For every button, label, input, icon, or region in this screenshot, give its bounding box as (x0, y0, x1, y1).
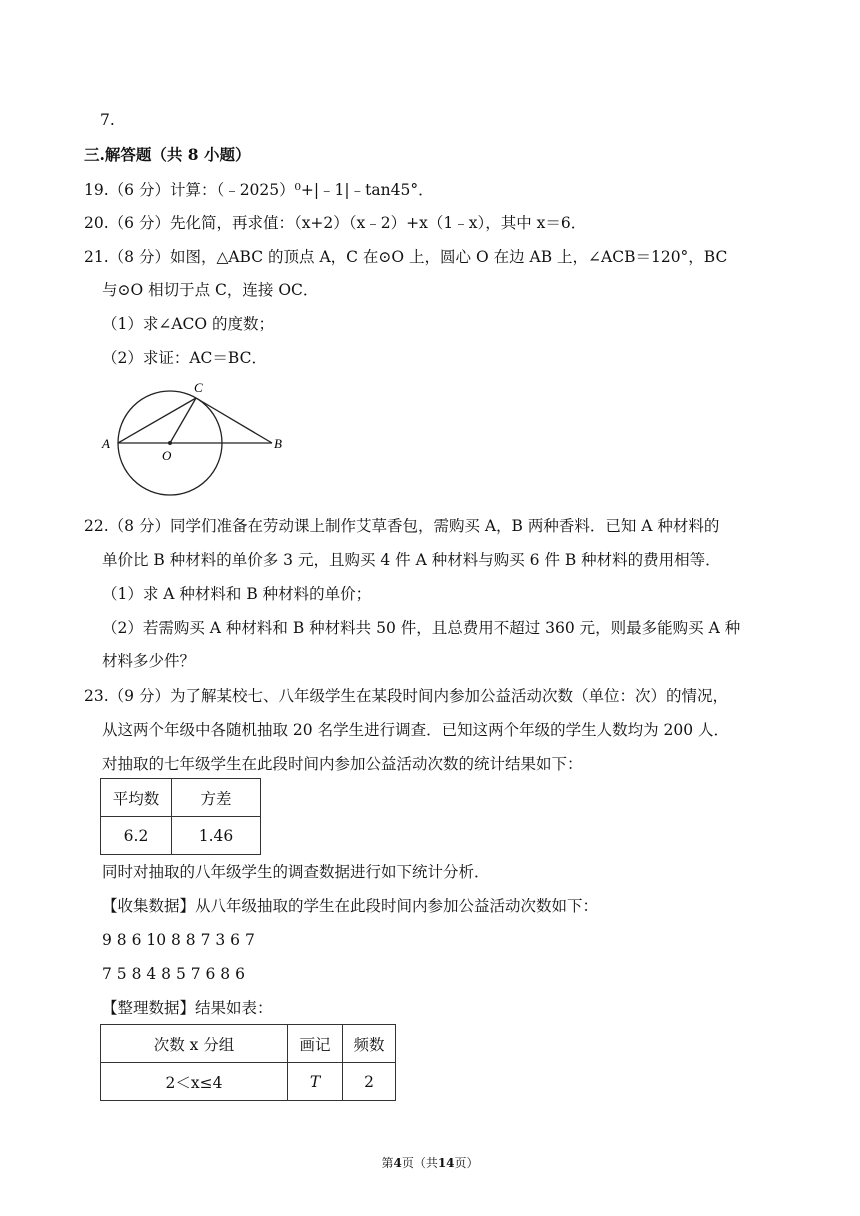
question-21-line1: 21.（8 分）如图，△ABC 的顶点 A，C 在⊙O 上，圆心 O 在边 AB 上，∠ACB＝120°，BC (84, 248, 728, 266)
table-header-frequency: 频数 (343, 1025, 396, 1063)
footer-mid: 页（共 (401, 1156, 438, 1170)
question-23-line4: 同时对抽取的八年级学生的调查数据进行如下统计分析． (102, 863, 490, 881)
item-7: 7. (100, 111, 115, 129)
footer-page-number: 4 (393, 1156, 402, 1170)
segment-bc (196, 398, 272, 443)
question-22-part2b: 材料多少件？ (102, 652, 196, 670)
circle-tangent-figure (96, 378, 296, 498)
table-cell-group: 2＜x≤4 (101, 1063, 288, 1101)
question-23-line2: 从这两个年级中各随机抽取 20 名学生进行调查．已知这两个年级的学生人数均为 200 人． (102, 721, 730, 739)
label-b: B (274, 436, 282, 451)
center-point (168, 441, 172, 445)
label-c: C (194, 380, 203, 395)
table-header-mean: 平均数 (101, 779, 172, 817)
data-row-2: 7 5 8 4 8 5 7 6 8 6 (102, 965, 245, 983)
question-21-line2: 与⊙O 相切于点 C，连接 OC． (102, 281, 319, 299)
label-o: O (162, 448, 172, 463)
footer-total-pages: 14 (437, 1156, 455, 1170)
question-23-line3: 对抽取的七年级学生在此段时间内参加公益活动次数的统计结果如下： (102, 755, 583, 773)
table-header-group: 次数 x 分组 (101, 1025, 288, 1063)
question-21-part2: （2）求证：AC＝BC． (102, 349, 267, 367)
question-22-part2a: （2）若需购买 A 种材料和 B 种材料共 50 件，且总费用不超过 360 元，则最多能购买 A 种 (102, 619, 741, 637)
footer-pre: 第 (381, 1156, 394, 1170)
table-header-tally: 画记 (288, 1025, 343, 1063)
table-cell-frequency: 2 (343, 1063, 396, 1101)
collect-data-heading: 【收集数据】从八年级抽取的学生在此段时间内参加公益活动次数如下： (102, 897, 599, 915)
table-cell-variance: 1.46 (172, 817, 261, 855)
question-19: 19.（6 分）计算：（﹣2025）⁰+|﹣1|﹣tan45°． (84, 181, 434, 199)
table-cell-tally: T (288, 1063, 343, 1101)
table-header-variance: 方差 (172, 779, 261, 817)
grade7-stats-table (100, 778, 261, 855)
question-22-part1: （1）求 A 种材料和 B 种材料的单价； (102, 585, 372, 603)
question-22-line1: 22.（8 分）同学们准备在劳动课上制作艾草香包，需购买 A，B 两种香料．已知 A 种材料的 (84, 517, 720, 535)
footer-post: 页） (454, 1156, 479, 1170)
page-footer (0, 1154, 860, 1171)
segment-ac (118, 398, 196, 443)
grade8-frequency-table (100, 1024, 396, 1101)
table-cell-mean: 6.2 (101, 817, 172, 855)
question-20: 20.（6 分）先化简，再求值：（x+2）（x﹣2）+x（1﹣x），其中 x＝6． (84, 214, 587, 232)
section-header: 三.解答题（共 8 小题） (84, 145, 251, 164)
question-21-part1: （1）求∠ACO 的度数； (102, 315, 275, 333)
question-23-line1: 23.（9 分）为了解某校七、八年级学生在某段时间内参加公益活动次数（单位：次）的情况， (84, 687, 728, 705)
data-row-1: 9 8 6 10 8 8 7 3 6 7 (102, 931, 255, 949)
organize-data-heading: 【整理数据】结果如表： (102, 999, 273, 1017)
label-a: A (102, 436, 110, 451)
question-22-line2: 单价比 B 种材料的单价多 3 元，且购买 4 件 A 种材料与购买 6 件 B 种材料的费用相等． (102, 551, 721, 569)
